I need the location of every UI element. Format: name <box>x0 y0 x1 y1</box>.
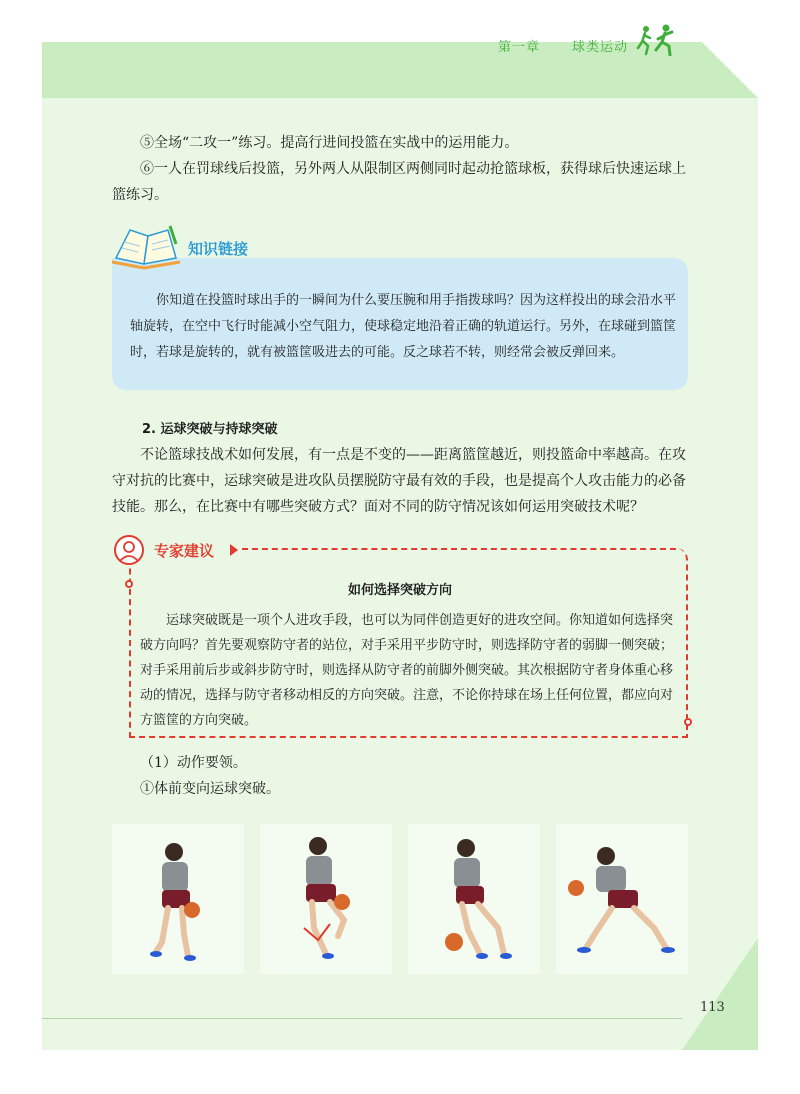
front-crossover-step: ①体前变向运球突破。 <box>140 781 280 797</box>
practice-item-6: ⑥一人在罚球线后投篮，另外两人从限制区两侧同时起动抢篮球板，获得球后快速运球上篮练习。 <box>112 161 686 203</box>
section-intro: 不论篮球技战术如何发展，有一点是不变的——距离篮筐越近，则投篮命中率越高。在攻守对抗的比赛中，运球突破是进攻队员摆脱防守最有效的手段，也是提高个人攻击能力的必备技能。那么，在比赛中有哪些突破方式？面对不同的防守情况该如何运用突破技术呢？ <box>112 447 686 515</box>
expert-advice-title: 专家建议 <box>154 542 215 560</box>
expert-advice-subtitle: 如何选择突破方向 <box>347 583 452 598</box>
arrow-right-icon <box>230 544 238 556</box>
footer-corner <box>682 938 758 1050</box>
expert-advice-text: 运球突破既是一项个人进攻手段，也可以为同伴创造更好的进攻空间。你知道如何选择突破方向吗？首先要观察防守者的站位，对手采用平步防守时，则选择防守者的弱脚一侧突破；对手采用前后步或斜步防守时，则选择从防守者的前脚外侧突破。其次根据防守者身体重心移动的情况，选择与防守者移动相反的方向突破。注意，不论你持球在场上任何位置，都应向对方篮筐的方向突破。 <box>140 613 674 728</box>
dribble-photo-2 <box>260 824 392 974</box>
chapter-name: 球类运动 <box>572 40 629 55</box>
header-corner <box>702 42 758 98</box>
footer-line <box>42 1018 682 1019</box>
dribble-photo-3 <box>408 824 540 974</box>
expert-avatar-icon <box>114 535 144 565</box>
practice-item-5: ⑤全场“二攻一”练习。提高行进间投篮在实战中的运用能力。 <box>140 135 519 151</box>
page-number: 113 <box>700 1000 725 1015</box>
section-title: 2. 运球突破与持球突破 <box>142 422 278 437</box>
notebook-icon <box>110 224 182 270</box>
knowledge-link-text: 你知道在投篮时球出手的一瞬间为什么要压腕和用手指拨球吗？因为这样投出的球会沿水平轴旋转，在空中飞行时能减小空气阻力，使球稳定地沿着正确的轨道运行。另外，在球碰到篮筐时，若球是旋转的，就有被篮筐吸进去的可能。反之球若不转，则经常会被反弹回来。 <box>130 293 677 360</box>
chapter-label: 第一章 <box>498 40 541 55</box>
runner-icon <box>636 24 686 56</box>
dribble-photo-4 <box>556 824 688 974</box>
knowledge-link-title: 知识链接 <box>188 240 249 258</box>
frame-dot <box>684 718 692 726</box>
dribble-photo-1 <box>112 824 244 974</box>
action-essentials: （1）动作要领。 <box>140 755 247 771</box>
